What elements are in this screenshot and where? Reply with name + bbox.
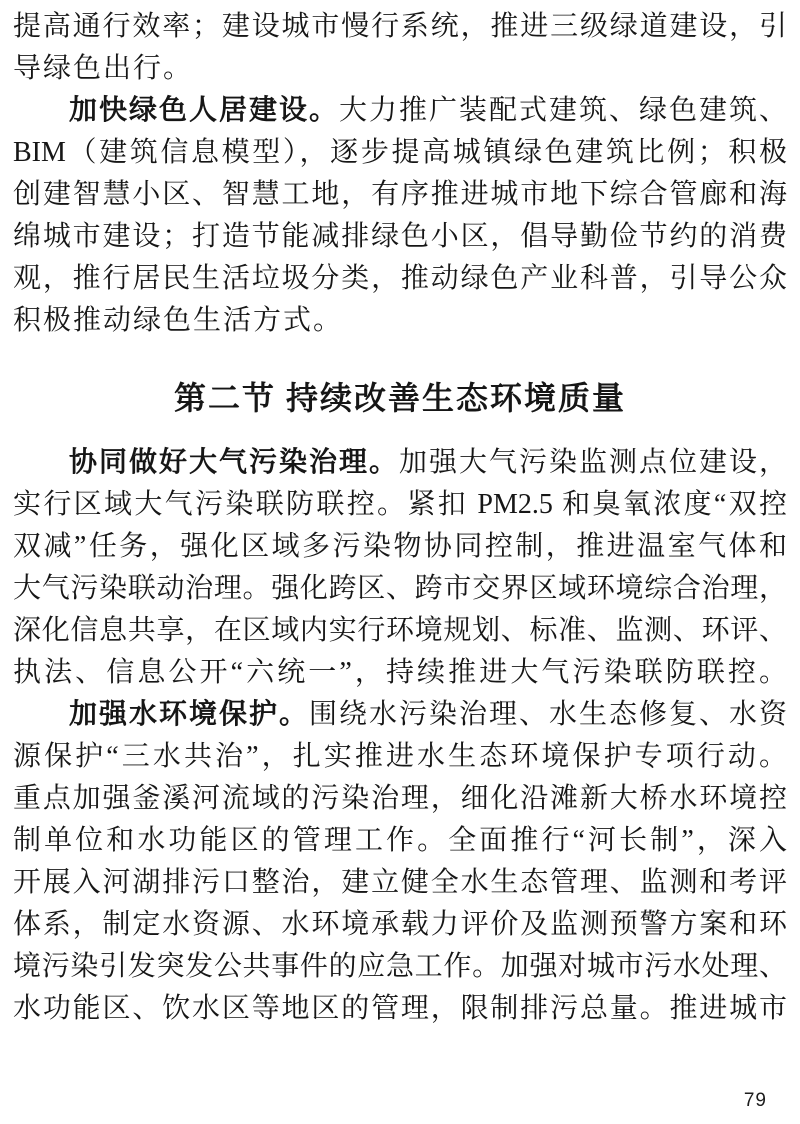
body-text: 执法、信息公开“六统一”，持续推进大气污染联防联控。 — [13, 657, 787, 688]
section-heading: 第二节 持续改善生态环境质量 — [173, 380, 626, 416]
body-text: 绵城市建设；打造节能减排绿色小区，倡导勤俭节约的消费 — [13, 221, 787, 252]
text-line — [13, 820, 787, 862]
body-text: 实行区域大气污染联防联控。紧扣 PM2.5 和臭氧浓度“双控 — [13, 489, 787, 520]
body-text: 积极推动绿色生活方式。 — [13, 305, 344, 336]
text-line — [13, 946, 787, 988]
body-text: 双减”任务，强化区域多污染物协同控制，推进温室气体和 — [13, 531, 787, 562]
body-text: BIM（建筑信息模型），逐步提高城镇绿色建筑比例；积极 — [13, 137, 787, 168]
text-line — [13, 132, 787, 174]
body-text: 水功能区、饮水区等地区的管理，限制排污总量。推进城市 — [13, 993, 787, 1024]
body-text: 提高通行效率；建设城市慢行系统，推进三级绿道建设，引 — [13, 11, 787, 42]
text-line — [13, 442, 787, 484]
body-text: 围绕水污染治理、水生态修复、水资 — [309, 699, 787, 730]
body-text: 重点加强釜溪河流域的污染治理，细化沿滩新大桥水环境控 — [13, 783, 787, 814]
body-text: 创建智慧小区、智慧工地，有序推进城市地下综合管廊和海 — [13, 179, 787, 210]
text-line — [13, 258, 787, 300]
page-number: 79 — [743, 1090, 767, 1111]
bold-lead-text: 加快绿色人居建设。 — [69, 95, 339, 126]
body-text: 境污染引发突发公共事件的应急工作。加强对城市污水处理、 — [13, 951, 787, 982]
text-line — [13, 904, 787, 946]
text-line — [13, 48, 787, 90]
text-line — [13, 300, 787, 342]
body-text: 源保护“三水共治”，扎实推进水生态环境保护专项行动。 — [13, 741, 787, 772]
text-line — [13, 694, 787, 736]
bold-lead-text: 协同做好大气污染治理。 — [69, 447, 399, 478]
body-text: 深化信息共享，在区域内实行环境规划、标准、监测、环评、 — [13, 615, 787, 646]
body-text: 开展入河湖排污口整治，建立健全水生态管理、监测和考评 — [13, 867, 787, 898]
text-line — [13, 610, 787, 652]
body-text: 加强大气污染监测点位建设， — [399, 447, 787, 478]
body-text: 大力推广装配式建筑、绿色建筑、 — [339, 95, 787, 126]
text-line — [13, 778, 787, 820]
text-line — [13, 652, 787, 694]
body-text: 制单位和水功能区的管理工作。全面推行“河长制”，深入 — [13, 825, 787, 856]
text-line — [13, 736, 787, 778]
bold-lead-text: 加强水环境保护。 — [69, 699, 309, 730]
body-text: 大气污染联动治理。强化跨区、跨市交界区域环境综合治理， — [13, 573, 787, 604]
text-line — [13, 174, 787, 216]
text-line — [13, 988, 787, 1030]
text-line — [13, 568, 787, 610]
text-line — [13, 90, 787, 132]
body-text: 导绿色出行。 — [13, 53, 194, 84]
text-line — [13, 862, 787, 904]
body-text: 体系，制定水资源、水环境承载力评价及监测预警方案和环 — [13, 909, 787, 940]
body-text: 观，推行居民生活垃圾分类，推动绿色产业科普，引导公众 — [13, 263, 787, 294]
text-line — [13, 216, 787, 258]
text-line — [13, 6, 787, 48]
para-air-pollution — [13, 442, 787, 694]
para-green-habitat — [13, 90, 787, 342]
para-green-transport — [13, 6, 787, 90]
text-line — [13, 484, 787, 526]
text-line — [13, 526, 787, 568]
para-water-protection — [13, 694, 787, 1030]
